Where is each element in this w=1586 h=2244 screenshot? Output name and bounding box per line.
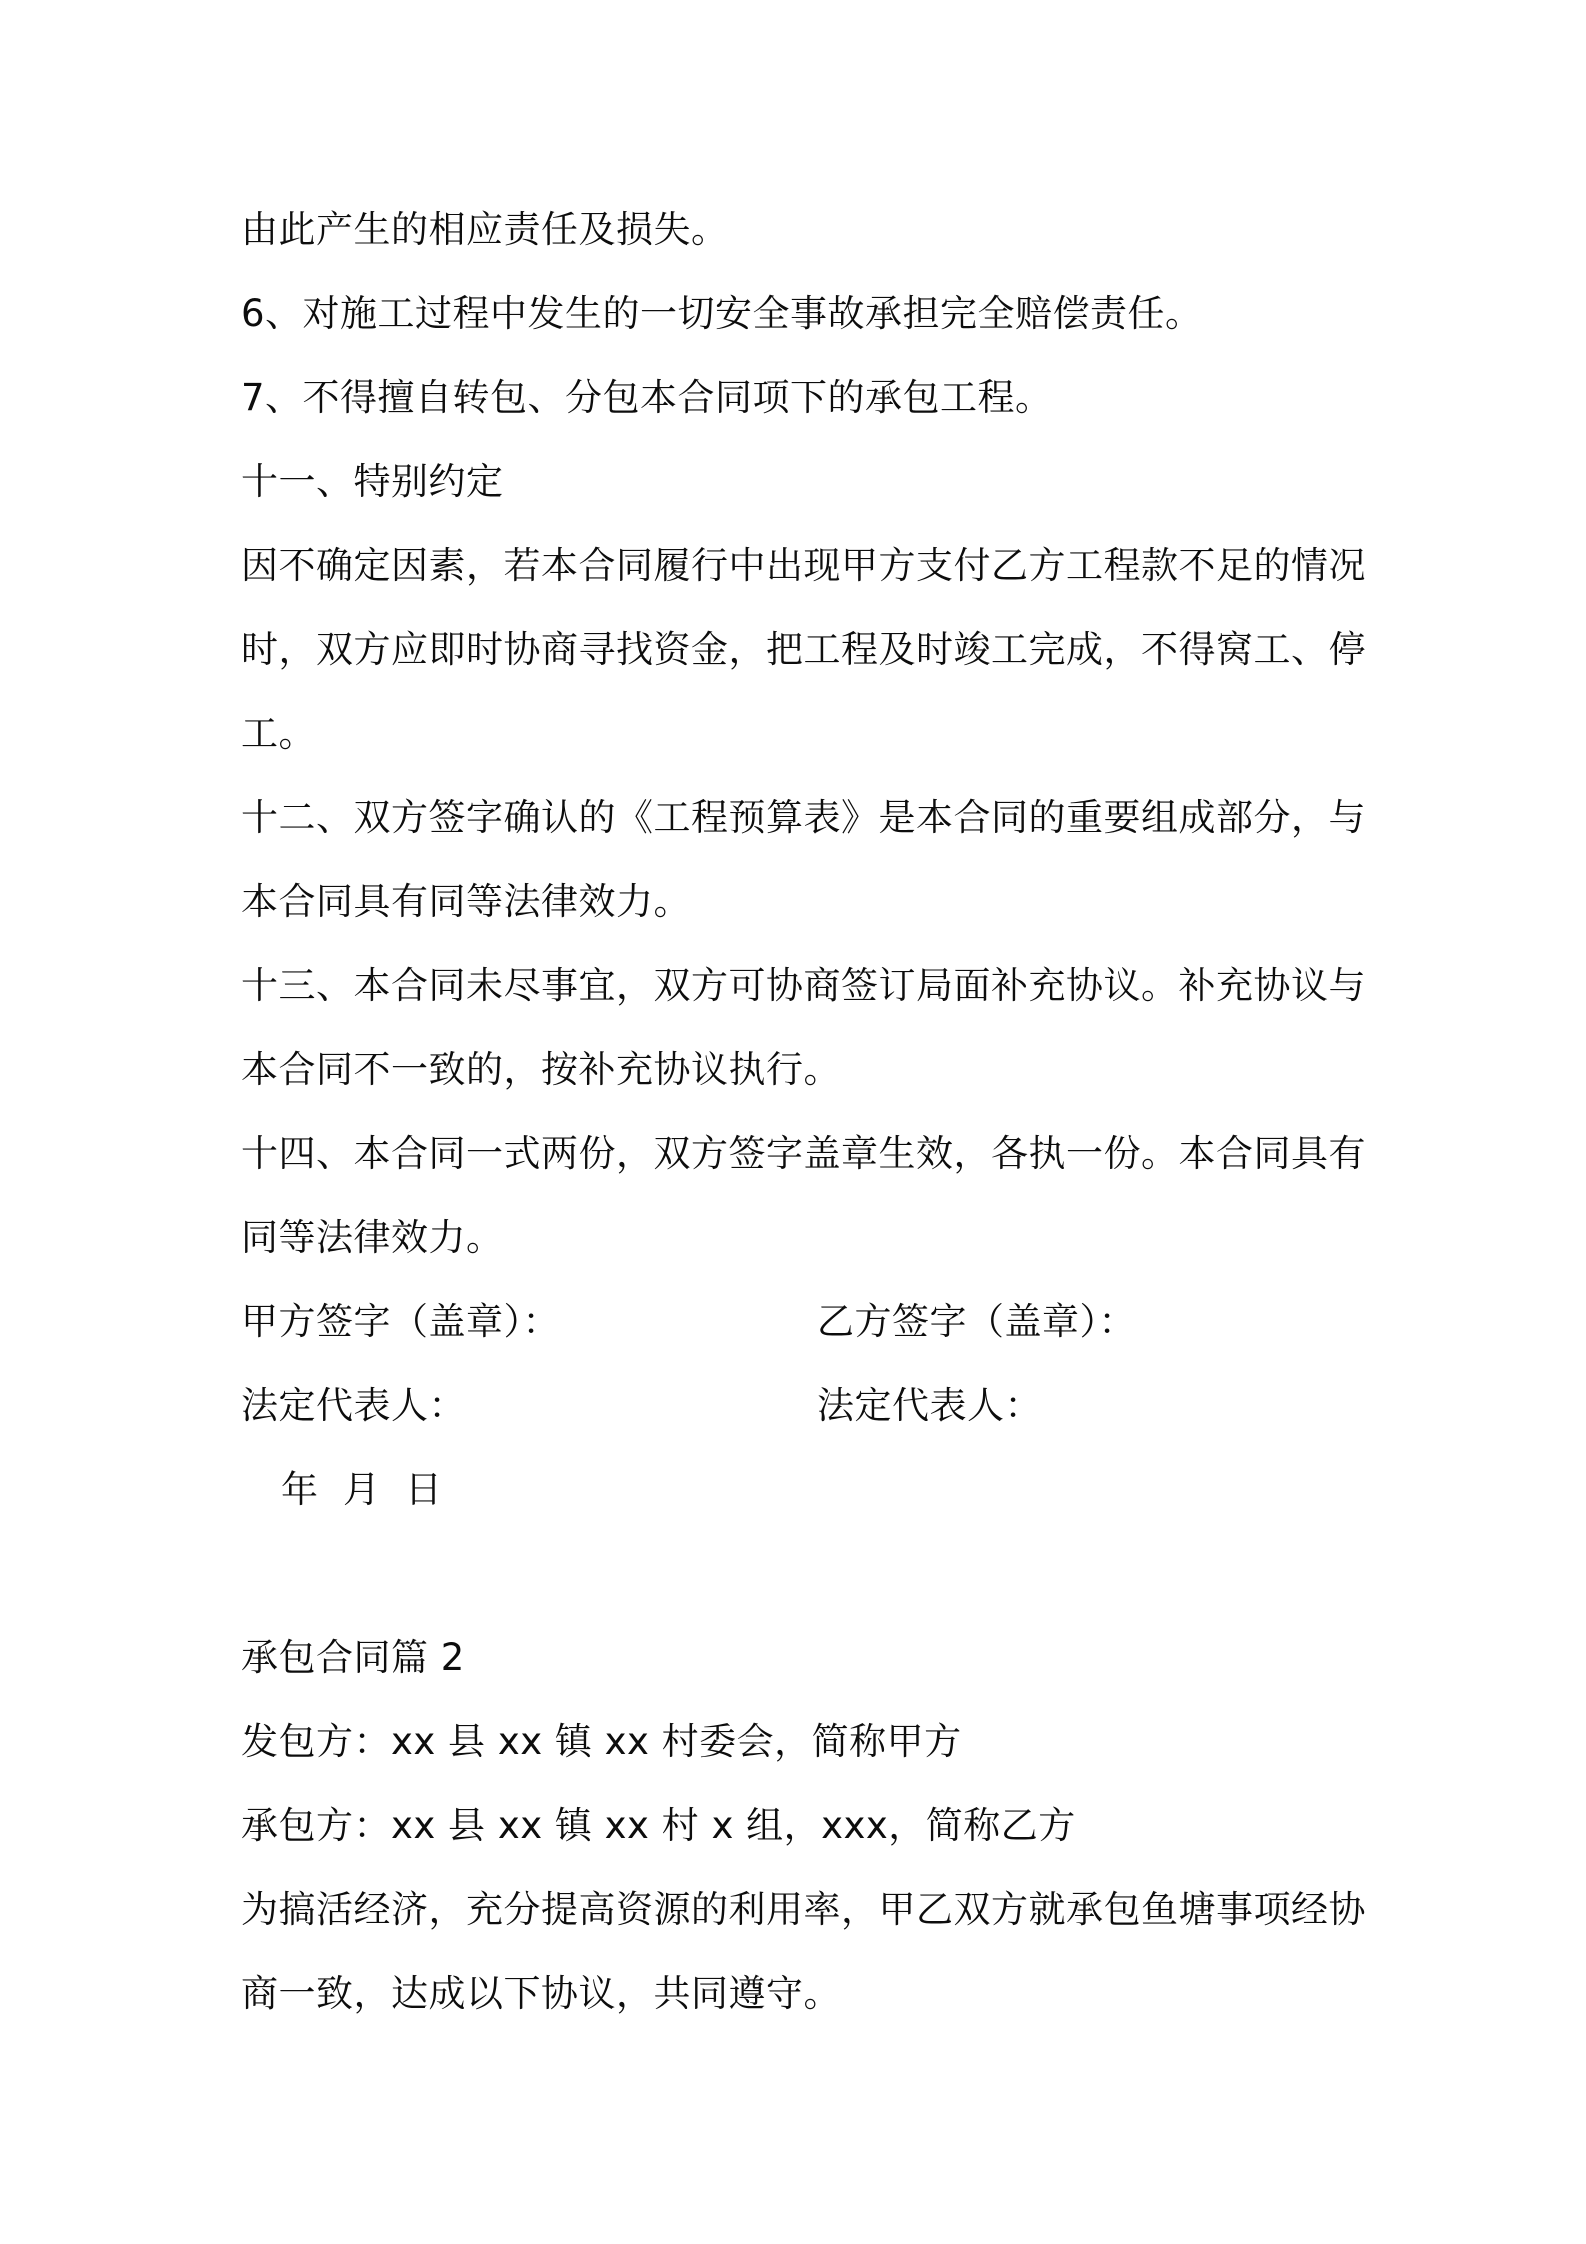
section-11-text: 因不确定因素，若本合同履行中出现甲方支付乙方工程款不足的情况 xyxy=(241,544,1366,587)
section-12-text: 本合同具有同等法律效力。 xyxy=(241,880,691,923)
section-13-text: 十三、本合同未尽事宜，双方可协商签订局面补充协议。补充协议与 xyxy=(241,964,1366,1007)
section-11-text: 工。 xyxy=(241,712,316,755)
clause-text: 由此产生的相应责任及损失。 xyxy=(241,208,729,251)
party-a-signature-label: 甲方签字（盖章）： xyxy=(241,1300,560,1343)
section-11-text: 时，双方应即时协商寻找资金，把工程及时竣工完成，不得窝工、停 xyxy=(241,628,1366,671)
section-12-text: 十二、双方签字确认的《工程预算表》是本合同的重要组成部分，与 xyxy=(241,796,1366,839)
date-line: 年 月 日 xyxy=(281,1468,443,1511)
clause-7: 7、不得擅自转包、分包本合同项下的承包工程。 xyxy=(241,376,1053,419)
party-b-representative-label: 法定代表人： xyxy=(817,1384,1042,1427)
party-b-signature-label: 乙方签字（盖章）： xyxy=(817,1300,1136,1343)
contractor-line: 承包方：xx 县 xx 镇 xx 村 x 组，xxx，简称乙方 xyxy=(241,1804,1076,1847)
section-14-text: 同等法律效力。 xyxy=(241,1216,504,1259)
party-a-representative-label: 法定代表人： xyxy=(241,1384,466,1427)
clause-6: 6、对施工过程中发生的一切安全事故承担完全赔偿责任。 xyxy=(241,292,1203,335)
section-11-heading: 十一、特别约定 xyxy=(241,460,504,503)
intro-text: 为搞活经济，充分提高资源的利用率，甲乙双方就承包鱼塘事项经协 xyxy=(241,1888,1366,1931)
issuer-line: 发包方：xx 县 xx 镇 xx 村委会，简称甲方 xyxy=(241,1720,962,1763)
section-13-text: 本合同不一致的，按补充协议执行。 xyxy=(241,1048,841,1091)
section-14-text: 十四、本合同一式两份，双方签字盖章生效，各执一份。本合同具有 xyxy=(241,1132,1366,1175)
section-2-title: 承包合同篇 2 xyxy=(241,1636,465,1679)
intro-text: 商一致，达成以下协议，共同遵守。 xyxy=(241,1972,841,2015)
